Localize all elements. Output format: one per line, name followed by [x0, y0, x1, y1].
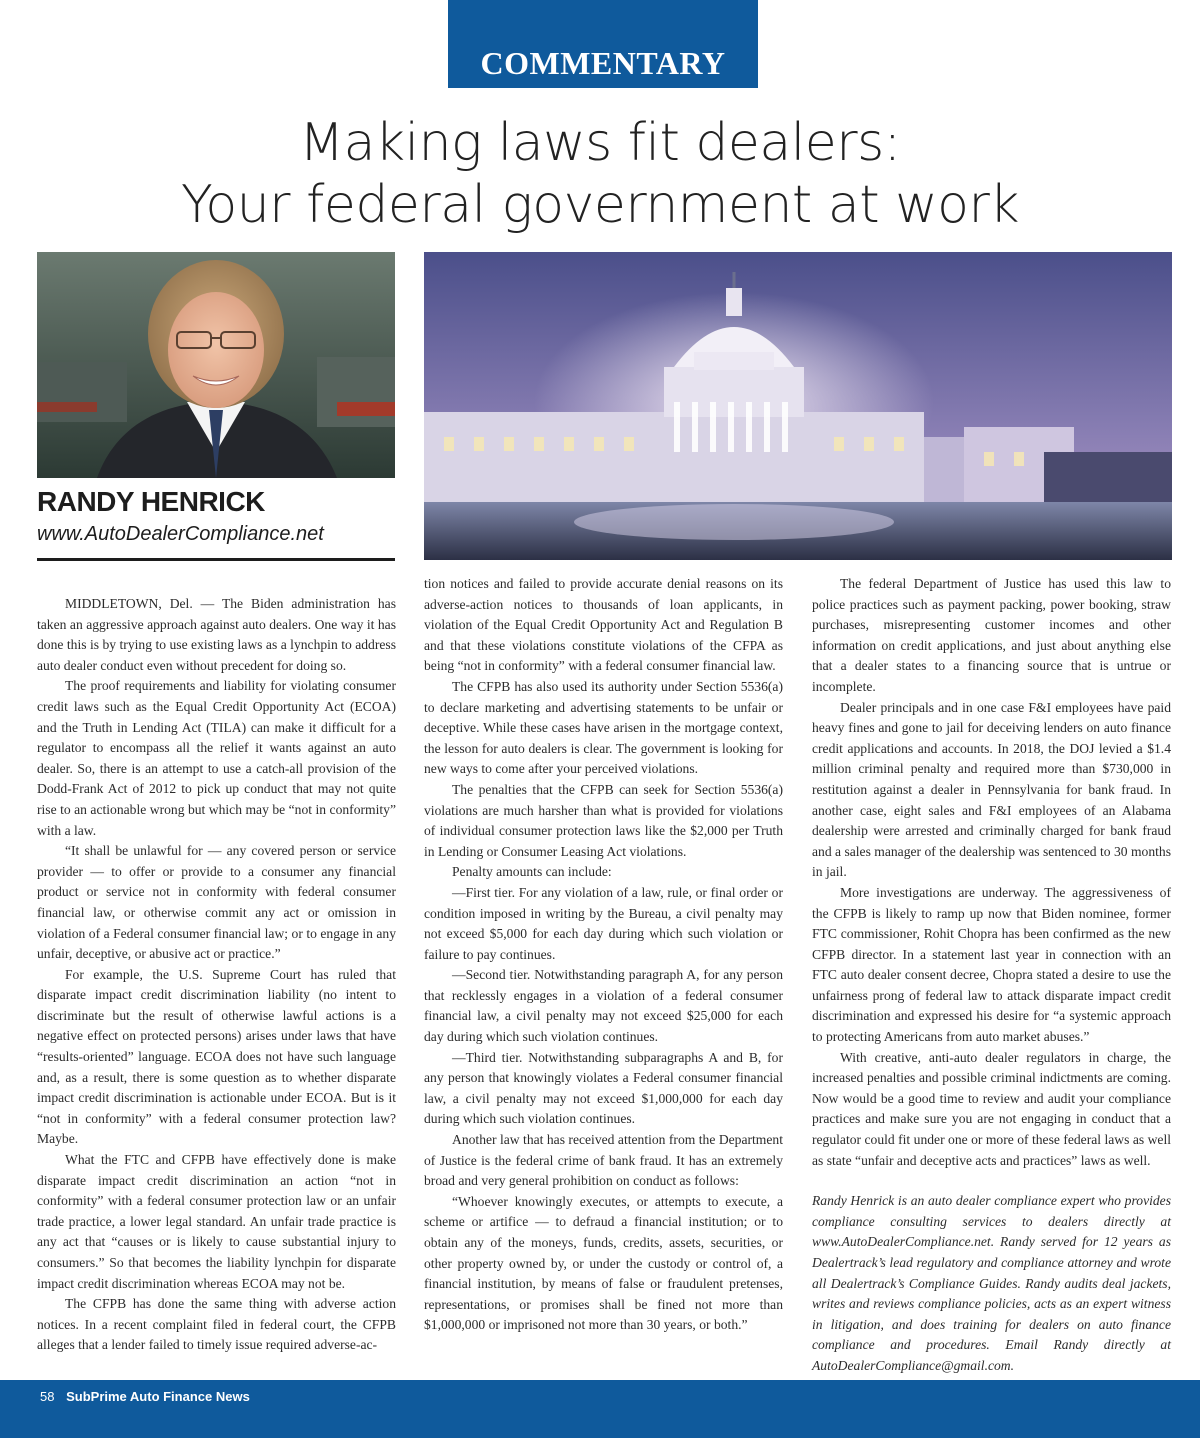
article-column-3 [812, 574, 1171, 1377]
paragraph: What the FTC and CFPB have effectively done is make disparate impact credit discrimination an action “not in conformity” with a federal consumer protection law or an unfair trade practice, a lower legal standard. An unfair trade practice is any act that “causes or is likely to cause substantial injury to consumers.” So that becomes the liability lynchpin for disparate impact credit discrimination whereas ECOA may not be. [37, 1152, 396, 1291]
article-column-2 [424, 574, 783, 1336]
paragraph: More investigations are underway. The aggressiveness of the CFPB is likely to ramp up now that Biden nominee, former FTC commissioner, Rohit Chopra has been confirmed as the new CFPB director. In a statement last year in connection with an FTC auto dealer consent decree, Chopra stated a desire to use the unfairness prong of federal law to attack disparate impact credit discrimination and expressed his desire for “a systemic approach to protecting Americans from auto market abuses.” [812, 884, 1171, 1045]
paragraph-continued: tion notices and failed to provide accurate denial reasons on its adverse-action notices to thousands of loan applicants, in violation of the Equal Credit Opportunity Act and Regulation B and that these violations constitute violations of the CFPA as being “not in conformity” with a federal consumer financial law. [424, 576, 783, 674]
author-website-link[interactable]: www.AutoDealerCompliance.net [37, 523, 324, 545]
paragraph: The penalties that the CFPB can seek for Section 5536(a) violations are much harsher than what is provided for violations of individual consumer protection laws like the $2,000 per Truth in Lending or Consumer Leasing Act violations. [424, 781, 783, 859]
capitol-photo [424, 252, 1172, 560]
author-divider [37, 558, 395, 561]
paragraph: Penalty amounts can include: [452, 864, 612, 880]
paragraph: MIDDLETOWN, Del. — The Biden administration has taken an aggressive approach against auto dealers. One way it has done this is by trying to use existing laws as a lynchpin to address auto dealer conduct even without precedent for doing so. [37, 596, 396, 673]
paragraph: —Second tier. Notwithstanding paragraph A, for any person that recklessly engages in a violation of a federal consumer financial law, a civil penalty may not exceed $25,000 for each day during which such violation continues. [424, 967, 783, 1045]
author-name: RANDY HENRICK [37, 486, 265, 517]
article-column-1 [37, 594, 396, 1356]
paragraph: Dealer principals and in one case F&I employees have paid heavy fines and gone to jail for deceiving lenders on auto finance credit applications and accounts. In 2018, the DOJ levied a $1.4 million criminal penalty and required more than $730,000 in restitution against a dealer in Pennsylvania for bank fraud. In another case, eight sales and F&I employees of an Alabama dealership were arrested and criminally charged for bank fraud and a sales manager of the dealership was sentenced to 30 months in jail. [812, 699, 1171, 880]
paragraph: The proof requirements and liability for violating consumer credit laws such as the Equal Credit Opportunity Act (ECOA) and the Truth in Lending Act (TILA) can make it difficult for a regulator to encompass all the relief it wants against an auto dealer. So, there is an attempt to use a catch-all provision of the Dodd-Frank Act of 2012 to pick up conduct that may not quite rise to an actionable wrong but which may be “not in conformity” with a law. [37, 678, 396, 838]
paragraph: With creative, anti-auto dealer regulators in charge, the increased penalties and possible criminal indictments are coming. Now would be a good time to review and audit your compliance practices and make sure you are not engaging in conduct that a regulator could fit under one or more of these federal laws as well as state “unfair and deceptive acts and practices” laws as well. [812, 1049, 1171, 1168]
paragraph: —First tier. For any violation of a law, rule, or final order or condition imposed in writing by the Bureau, a civil penalty may not exceed $5,000 for each day during which such violation or failure to pay continues. [424, 884, 783, 962]
section-tab: COMMENTARY [448, 0, 758, 88]
publication-name: SubPrime Auto Finance News [66, 1389, 250, 1404]
paragraph: For example, the U.S. Supreme Court has ruled that disparate impact credit discrimination liability (no intent to discriminate but the result of otherwise lawful actions is a negative effect on protected persons) arises under laws that have “results-oriented” language. ECOA does not have such language and, as a result, there is some question as to whether disparate impact credit discrimination is actionable under ECOA. But is it “not in conformity” with a federal consumer protection law? Maybe. [37, 966, 396, 1147]
footer [40, 1388, 250, 1406]
headline-line-2: Your federal government at work [181, 175, 1019, 235]
author-bio: Randy Henrick is an auto dealer compliance expert who provides compliance consulting services to dealers directly at www.AutoDealerCompliance.net. Randy served for 12 years as Dealertrack’s lead regulatory and compliance attorney and wrote all Dealertrack’s Compliance Guides. Randy audits deal jackets, writes and reviews compliance policies, acts as an expert witness in litigation, and does training for dealers on auto finance compliance and procedures. Email Randy directly at AutoDealerCompliance@gmail.com. [812, 1193, 1171, 1373]
paragraph: The CFPB has done the same thing with adverse action notices. In a recent complaint filed in federal court, the CFPB alleges that a lender failed to timely issue required adverse-ac- [37, 1296, 396, 1353]
paragraph: The federal Department of Justice has used this law to police practices such as payment packing, power booking, straw purchases, misrepresenting customer incomes and other information on credit applications, and just about anything else that a dealer states to a financing source that is untrue or incomplete. [812, 576, 1171, 694]
page-number: 58 [40, 1389, 55, 1404]
paragraph: —Third tier. Notwithstanding subparagraphs A and B, for any person that knowingly violates a Federal consumer financial law, a civil penalty may not exceed $1,000,000 for each day during which such violation continues. [424, 1049, 783, 1127]
paragraph: “Whoever knowingly executes, or attempts to execute, a scheme or artifice — to defraud a financial institution; or to obtain any of the moneys, funds, credits, assets, securities, or other property owned by, or under the custody or control of, a financial institution, by means of false or fraudulent pretenses, representations, or promises shall be fined not more than $1,000,000 or imprisoned not more than 30 years, or both.” [424, 1193, 783, 1333]
author-photo [37, 252, 395, 478]
paragraph: The CFPB has also used its authority under Section 5536(a) to declare marketing and advertising statements to be unfair or deceptive. While these cases have arisen in the mortgage context, the lesson for auto dealers is clear. The government is looking for new ways to come after your perceived violations. [424, 678, 783, 777]
headline-line-1: Making laws fit dealers: [299, 113, 901, 173]
paragraph: “It shall be unlawful for — any covered person or service provider — to offer or provide to a consumer any financial product or service not in conformity with federal consumer financial law, or otherwise commit any act or omission in violation of a Federal consumer financial law; or to engage in any unfair, deceptive, or abusive act or practice.” [37, 843, 396, 962]
paragraph: Another law that has received attention from the Department of Justice is the federal crime of bank fraud. It has an extremely broad and very general prohibition on conduct as follows: [424, 1132, 783, 1189]
